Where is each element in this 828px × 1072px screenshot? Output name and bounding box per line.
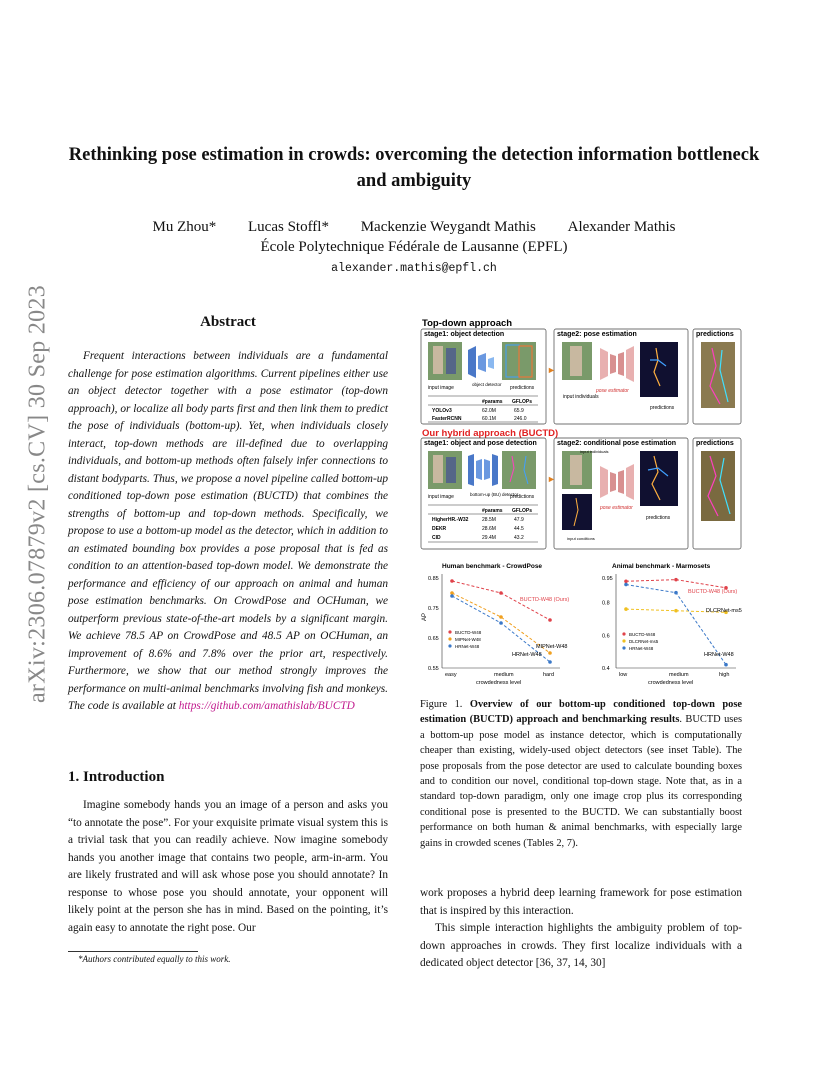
bu-detector-layer <box>476 459 482 480</box>
table-cell: YOLOv3 <box>432 408 452 414</box>
table-header: GFLOPs <box>512 508 533 514</box>
td-pred-label: predictions <box>696 331 734 338</box>
c2-data-point <box>624 607 628 611</box>
c2-ytick-label: 0.4 <box>602 666 610 672</box>
author-4: Alexander Mathis <box>567 219 676 235</box>
code-link[interactable]: https://github.com/amathislab/BUCTD <box>178 700 355 712</box>
right-paragraph-2: This simple interaction highlights the ambiguity problem of top-down approaches in crowds. They first localize individuals with a dedicated object detector [36, 37, 14, 30] <box>420 922 742 969</box>
table-cell: 60.1M <box>482 416 496 422</box>
author-list <box>60 219 768 236</box>
bu-detector-label: bottom-up (BU) detector <box>470 492 519 497</box>
c1-data-point <box>499 615 503 619</box>
pose-estimator-layer <box>618 352 624 376</box>
td-pe-predictions-label: predictions <box>650 405 675 411</box>
table-cell: HigherHR.-W32 <box>432 517 469 523</box>
td-params-table <box>428 396 538 422</box>
table-cell: 43.2 <box>514 535 524 541</box>
right-column-text <box>420 885 742 973</box>
footnote-rule <box>68 951 198 952</box>
c1-xtick-label: hard <box>543 672 555 678</box>
pose-output <box>640 342 678 397</box>
table-header: #params <box>482 399 503 405</box>
c1-legend-label: MIPNet-W48 <box>455 637 481 642</box>
person-silhouette <box>433 346 443 374</box>
c2-xtick-label: low <box>619 672 628 678</box>
topdown-title: Top-down approach <box>422 318 513 329</box>
pose-estimator-label: pose estimator <box>596 388 629 394</box>
footnote: *Authors contributed equally to this work. <box>78 954 231 964</box>
c1-ytick-label: 0.75 <box>428 606 439 612</box>
table-cell: 29.4M <box>482 535 496 541</box>
c2-legend-marker <box>622 646 625 649</box>
c2-xtick-label: medium <box>669 672 689 678</box>
pose-estimator-layer <box>610 472 616 492</box>
cond-pose-estimator-network <box>600 466 608 498</box>
td-od-predictions-label: predictions <box>510 385 535 391</box>
chart1-title: Human benchmark - CrowdPose <box>442 563 543 570</box>
hybrid-final-prediction <box>701 451 735 521</box>
c2-xtick-label: high <box>719 672 730 678</box>
pose-estimator-layer <box>618 470 624 494</box>
c1-data-point <box>548 660 552 664</box>
c1-data-point <box>450 594 454 598</box>
chart2-annotation-dlcrnet: DLCRNet-ms5 <box>706 608 742 614</box>
bu-detector-layer <box>484 459 490 480</box>
chart2-annotation-hrnet: HRNet-W48 <box>704 652 734 658</box>
figure-1 <box>420 316 742 684</box>
table-header: #params <box>482 508 503 514</box>
hybrid-pred-label: predictions <box>696 440 734 447</box>
chart2-xlabel: crowdedness level <box>648 680 694 684</box>
bu-detector-network <box>468 454 474 486</box>
chart-marmosets <box>602 563 742 684</box>
c1-legend-label: BUCTD-W48 <box>455 630 482 635</box>
section-heading-introduction: 1. Introduction <box>68 769 165 785</box>
c1-legend-label: HRNet-W48 <box>455 644 480 649</box>
c2-ytick-label: 0.6 <box>602 633 610 640</box>
abstract-body: Frequent interactions between individuals are a fundamental challenge for pose estimation algorithms. Current pipelines either use an object detector together with a pose estimator (top-down approach), or localize all body parts first and then link them to predict the pose of individuals (bottom-up). Yet, when individuals closely interact, top-down methods are ill-defined due to overlapping individuals, and bottom-up methods often falsely infer connections to distant bodyparts. Thus, we propose a novel pipeline called bottom-up conditioned top-down pose estimation (BUCTD) that combines the strengths of bottom-up and top-down methods. Specifically, we propose to use a bottom-up model as the detector, which in addition to an estimated bounding box provides a pose proposal that is fed as condition to an attention-based top-down model. We demonstrate the performance and efficiency of our approach on animal and human pose estimation benchmarks. On CrowdPose and OCHuman, we outperform previous state-of-the-art models by a significant margin. We achieve 78.5 AP on CrowdPose and 48.5 AP on OCHuman, an improvement of 8.6% and 7.8% over the prior art, respectively. Furthermore, we show that our method strongly improves the performance on multi-animal benchmarks involving fish and monkeys. The code is available at <box>68 350 388 712</box>
stage1-ope-label: stage1: object and pose detection <box>424 440 537 447</box>
chart1-annotation-buctd: BUCTD-W48 (Ours) <box>520 597 570 603</box>
figure-caption <box>420 697 742 851</box>
table-cell: CID <box>432 535 441 541</box>
table-cell: 47.9 <box>514 517 524 523</box>
pose-estimator-layer <box>626 464 634 500</box>
c2-legend-label: HRNet-W48 <box>629 646 654 651</box>
c1-ytick-label: 0.65 <box>428 636 439 642</box>
table-cell: 62.0M <box>482 408 496 414</box>
c1-data-point <box>548 651 552 655</box>
c1-data-point <box>499 591 503 595</box>
chart2-title: Animal benchmark - Marmosets <box>612 563 711 570</box>
pose-estimator-layer <box>626 346 634 382</box>
author-3: Mackenzie Weygandt Mathis <box>360 219 536 235</box>
table-header: GFLOPs <box>512 399 533 405</box>
arrow: ► <box>547 474 556 484</box>
table-cell: 246.0 <box>514 416 527 422</box>
chart-crowdpose <box>422 563 569 684</box>
bu-params-table <box>428 505 538 542</box>
c1-xtick-label: medium <box>494 672 514 678</box>
input-individuals-label: input individuals <box>563 394 599 400</box>
stage1-od-label: stage1: object detection <box>424 331 505 338</box>
person-silhouette <box>446 457 456 483</box>
c2-legend-label: BUCTD-W48 <box>629 632 656 637</box>
stage2-pe-label: stage2: pose estimation <box>557 331 637 338</box>
cond-predictions-label: predictions <box>646 515 671 521</box>
email[interactable]: alexander.mathis@epfl.ch <box>331 262 497 275</box>
abstract-text <box>68 348 388 716</box>
c1-data-point <box>499 621 503 625</box>
c1-legend-marker <box>448 630 451 633</box>
hybrid-bu-predictions-label: predictions <box>510 494 535 500</box>
stage2-cpe-label: stage2: conditional pose estimation <box>557 440 677 447</box>
table-cell: 28.5M <box>482 517 496 523</box>
od-network <box>468 346 476 378</box>
chart1-annotation-hrnet: HRNet-W48 <box>512 652 542 658</box>
caption-label: Figure 1. <box>420 699 463 710</box>
c2-data-point <box>624 579 628 583</box>
chart2-annotation-buctd: BUCTD-W48 (Ours) <box>688 589 738 595</box>
c1-data-point <box>450 579 454 583</box>
c1-ytick-label: 0.55 <box>428 666 439 672</box>
pose-estimator-network <box>600 348 608 380</box>
td-input-image-label: input image <box>428 385 454 391</box>
c2-legend-marker <box>622 639 625 642</box>
object-detector-label: object detector <box>472 382 502 387</box>
c2-legend-label: DLCRNet-ms5 <box>629 639 659 644</box>
chart1-ylabel: AP <box>422 612 428 621</box>
c2-data-point <box>674 609 678 613</box>
arxiv-stamp <box>18 284 58 704</box>
right-paragraph-1: work proposes a hybrid deep learning framework for pose estimation that is inspired by this interaction. <box>420 887 742 917</box>
hybrid-input-image-label: input image <box>428 494 454 500</box>
td-final-prediction <box>701 342 735 408</box>
person-silhouette <box>570 346 582 376</box>
paper-title: Rethinking pose estimation in crowds: overcoming the detection information bottleneck and ambiguity <box>68 145 760 191</box>
person-silhouette <box>446 348 456 374</box>
pose-estimator-layer <box>610 354 616 374</box>
c2-data-point <box>624 583 628 587</box>
table-cell: 44.5 <box>514 526 524 532</box>
c2-ytick-label: 0.8 <box>602 600 610 607</box>
c1-xtick-label: easy <box>445 672 457 678</box>
od-network-layer <box>478 353 486 372</box>
chart1-annotation-mipnet: MIPNet-W48 <box>536 644 568 650</box>
od-network-layer <box>488 357 494 369</box>
c1-legend-marker <box>448 644 451 647</box>
person-silhouette <box>570 455 582 485</box>
input-conditions-label: input conditions <box>567 536 595 541</box>
c1-data-point <box>548 618 552 622</box>
arxiv-id: arXiv:2306.07879v2 [cs.CV] 30 Sep 2023 <box>24 284 51 704</box>
table-cell: FasterRCNN <box>432 416 462 422</box>
affiliation: École Polytechnique Fédérale de Lausanne (EPFL) <box>260 239 568 255</box>
c2-data-point <box>674 591 678 595</box>
abstract-heading: Abstract <box>200 314 256 330</box>
table-cell: 28.6M <box>482 526 496 532</box>
caption-text: . BUCTD uses a bottom-up pose model as instance detector, which is computationally cheaper than existing, widely-used object detectors (see inset Table). The pose proposals from the pose detector are used to calculate bounding boxes and to condition our novel, conditional top-down stage. Note that, as in a standard top-down paradigm, only one image crop plus its corresponding conditional pose is presented to the BUCTD. We can substantially boost performance on both human & animal benchmarks, with especially large gains in crowded scenes (Tables 2, 7). <box>420 714 742 849</box>
c2-data-point <box>674 578 678 582</box>
c1-legend-marker <box>448 637 451 640</box>
caption-bold: Overview of our bottom-up conditioned top-down pose estimation (BUCTD) approach and benchmarking results <box>420 699 742 726</box>
input-individuals-label-2: input individuals <box>580 449 609 454</box>
c2-data-point <box>724 663 728 667</box>
arrow: ► <box>547 365 556 375</box>
hybrid-predictions-image <box>502 451 536 489</box>
author-2: Lucas Stoffl* <box>248 219 329 235</box>
person-silhouette <box>433 455 443 483</box>
intro-paragraph: Imagine somebody hands you an image of a person and asks you “to annotate the pose”. For your exquisite primate visual system this is a trivial task that you can readily achieve. Now imagine somebody hands you another image that contains two people, arm-in-arm. You are likely frustrated and will ask whose pose you should annotate? In response to whose pose you should annotate, your opponent will likely point at the person she has in mind. Based on the pointing, it’s again easy to annotate the right pose. Our <box>68 799 388 934</box>
table-cell: 65.9 <box>514 408 524 414</box>
bu-detector-layer <box>492 454 498 486</box>
cond-pose-estimator-label: pose estimator <box>600 505 633 511</box>
chart1-xlabel: crowdedness level <box>476 680 522 684</box>
hybrid-title: Our hybrid approach (BUCTD) <box>422 428 559 439</box>
author-1: Mu Zhou* <box>152 219 217 235</box>
c1-ytick-label: 0.85 <box>428 576 439 582</box>
c2-legend-marker <box>622 632 625 635</box>
c2-ytick-label: 0.95 <box>602 576 613 582</box>
table-cell: DEKR <box>432 526 447 532</box>
